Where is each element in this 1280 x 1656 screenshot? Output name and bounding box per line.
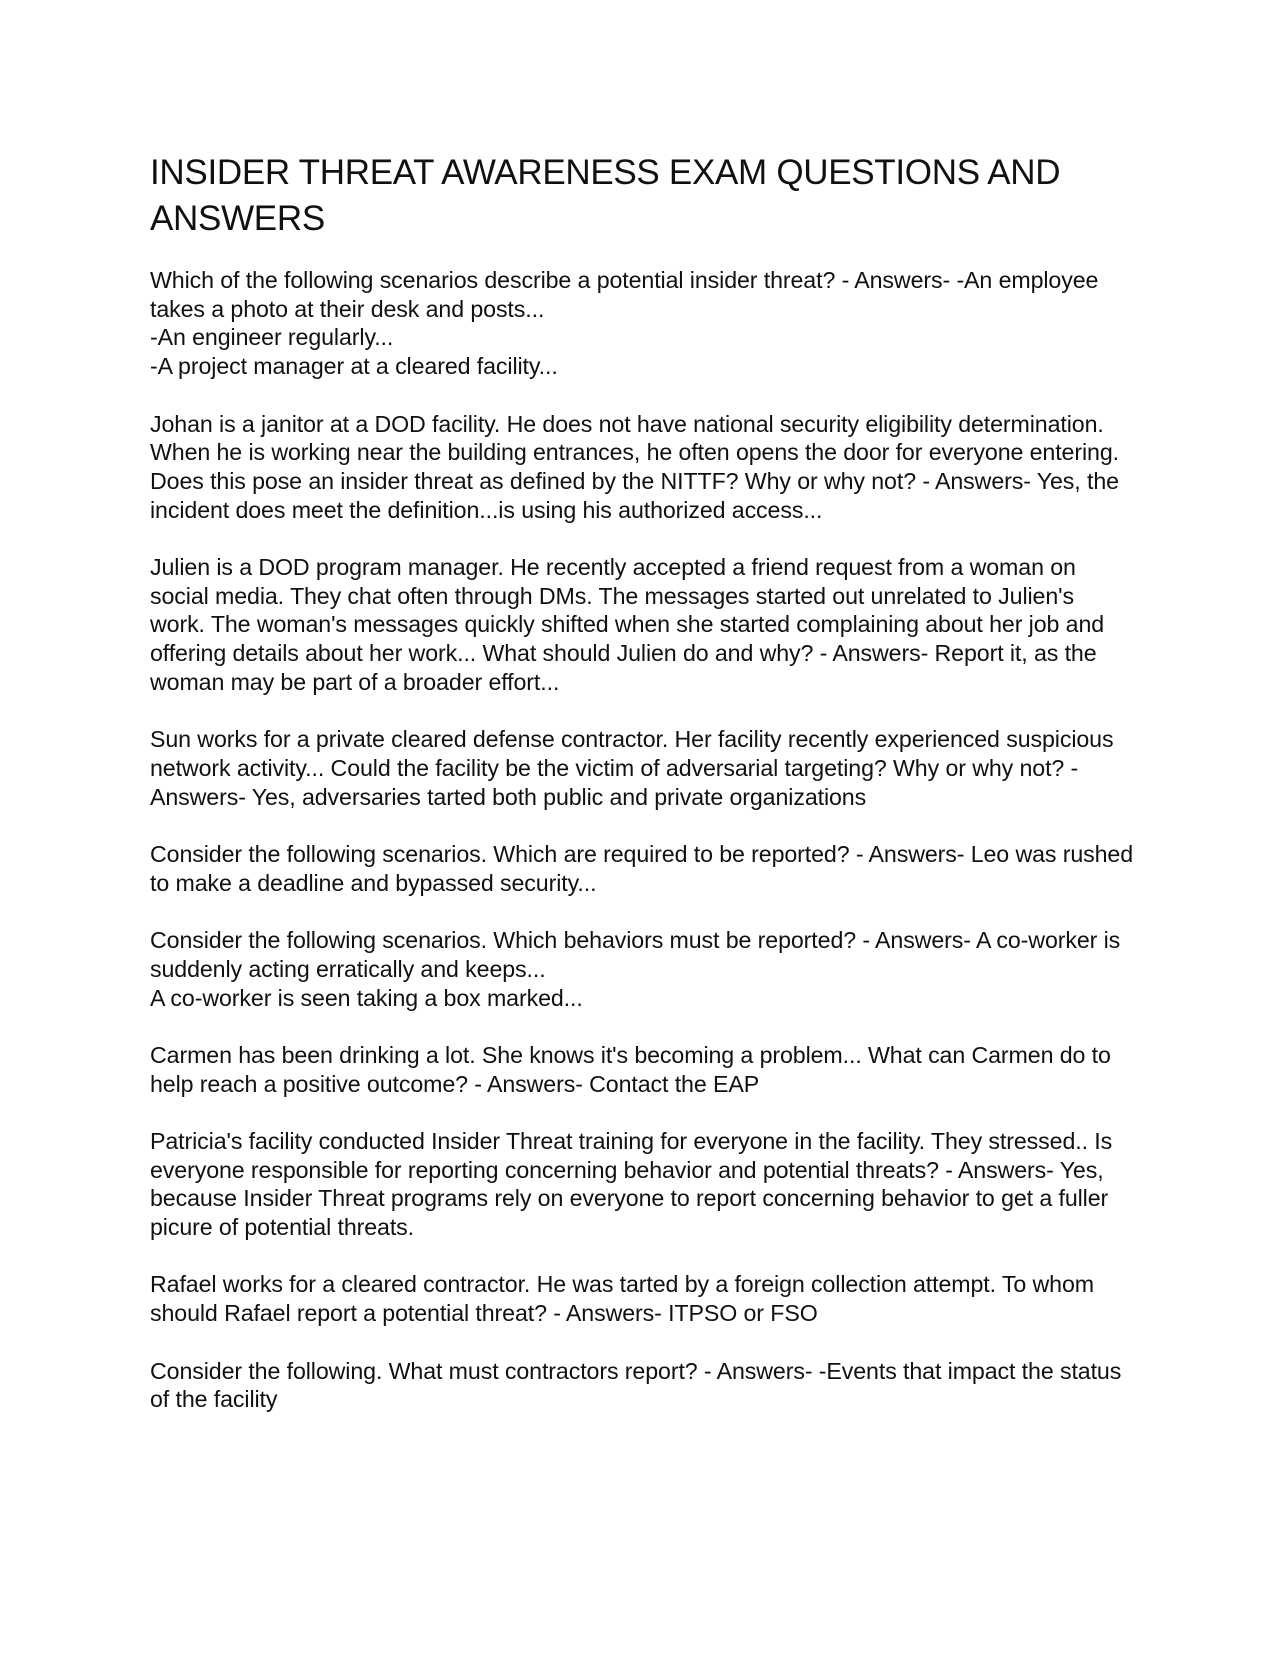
document-page — [150, 150, 1135, 1443]
qa-text: Consider the following scenarios. Which are required to be reported? - Answers- Leo was rushed to make a deadline and bypassed security... — [150, 841, 1134, 896]
qa-text: Consider the following scenarios. Which behaviors must be reported? - Answers- A co-worker is suddenly acting erratically and keeps... — [150, 927, 1121, 982]
qa-entry-6 — [150, 926, 1135, 1012]
qa-entry-3 — [150, 553, 1135, 697]
qa-entry-2 — [150, 410, 1135, 525]
qa-text: -A project manager at a cleared facility... — [150, 353, 558, 380]
qa-text: Sun works for a private cleared defense contractor. Her facility recently experienced suspicious network activity... Could the facility be the victim of adversarial targeting? Why or why not? - Answers- Yes, adversaries tarted both public and private organizations — [150, 726, 1114, 810]
qa-text: Patricia's facility conducted Insider Threat training for everyone in the facility. They stressed.. Is everyone responsible for reporting concerning behavior and potential threats? - Answers- Yes, because Insider Threat programs rely on everyone to report concerning behavior to get a fuller picure of potential threats. — [150, 1127, 1113, 1241]
qa-text: Which of the following scenarios describe a potential insider threat? - Answers- -An employee takes a photo at their desk and posts... — [150, 267, 1099, 322]
qa-text: Carmen has been drinking a lot. She knows it's becoming a problem... What can Carmen do to help reach a positive outcome? - Answers- Contact the EAP — [150, 1041, 1111, 1097]
qa-entry-5 — [150, 840, 1135, 897]
qa-entry-8 — [150, 1127, 1135, 1242]
qa-entry-4 — [150, 725, 1135, 811]
qa-text: Julien is a DOD program manager. He recently accepted a friend request from a woman on social media. They chat often through DMs. The messages started out unrelated to Julien's work. The woman's messages quickly shifted when she started complaining about her job and offering details about her work... What should Julien do and why? - Answers- Report it, as the woman may be part of a broader effort... — [150, 554, 1105, 695]
qa-entry-9 — [150, 1270, 1135, 1327]
qa-text: Consider the following. What must contractors report? - Answers- -Events that impact the status of the facility — [150, 1357, 1122, 1413]
qa-entry-10 — [150, 1357, 1135, 1414]
qa-entry-1 — [150, 266, 1135, 381]
document-title: INSIDER THREAT AWARENESS EXAM QUESTIONS AND ANSWERS — [150, 153, 1061, 238]
qa-entry-7 — [150, 1041, 1135, 1098]
qa-text: Rafael works for a cleared contractor. He was tarted by a foreign collection attempt. To whom should Rafael report a potential threat? - Answers- ITPSO or FSO — [150, 1271, 1094, 1327]
qa-text: A co-worker is seen taking a box marked... — [150, 984, 583, 1011]
qa-text: -An engineer regularly... — [150, 324, 394, 351]
qa-text: Johan is a janitor at a DOD facility. He does not have national security eligibility determination. When he is working near the building entrances, he often opens the door for everyone entering. Does this pose an insider threat as defined by the NITTF? Why or why not? - Answers- Yes, the incident does meet the definition...is using his authorized access... — [150, 410, 1119, 523]
